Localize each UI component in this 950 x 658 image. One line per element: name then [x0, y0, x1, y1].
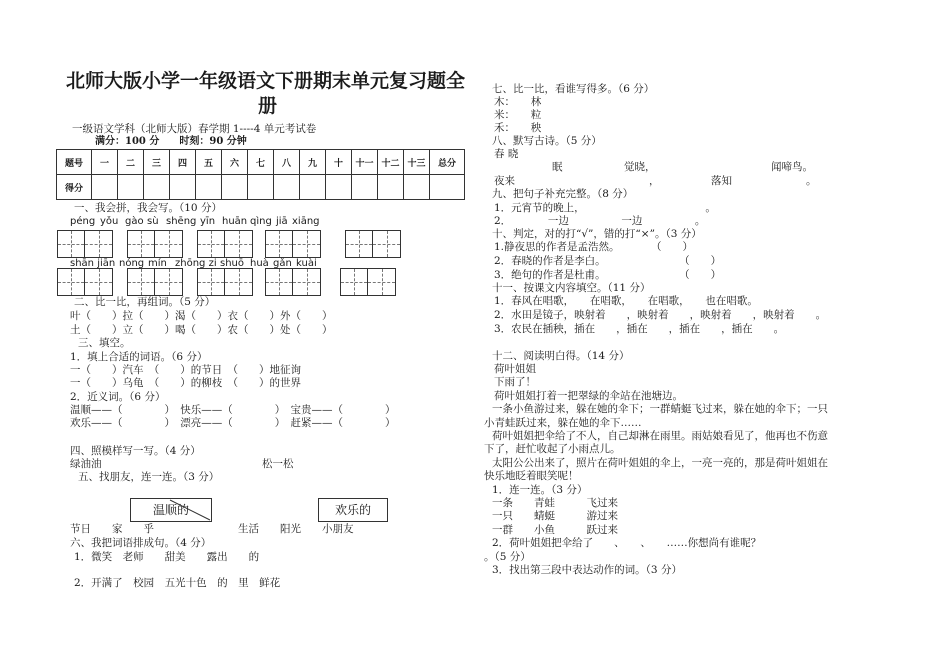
passage-line: 下了，赶忙收起了小雨点儿。: [484, 443, 621, 455]
score-table-score-row: [57, 175, 465, 200]
score-input-cell[interactable]: [92, 175, 118, 200]
tianzige-box[interactable]: [340, 268, 396, 296]
q10-heading: 十、判定，对的打“√”，错的打“×”。（3 分）: [492, 228, 702, 240]
match-box-label: 温顺的: [152, 503, 189, 517]
q3-part1-row-1: 一（ ）汽车 （ ）的节日 （ ）地征询: [70, 364, 301, 376]
q2-row-2: 土（ ）立（ ）喝（ ）农（ ）处（ ）: [70, 324, 333, 336]
q2-heading: 二、比一比，再组词。（5 分）: [74, 296, 216, 308]
score-header-cell: 十二: [378, 150, 404, 175]
pinyin-word: shān jiān: [70, 258, 116, 269]
poem-line1-c: 闻啼鸟。: [771, 161, 813, 173]
tianzige-box[interactable]: [265, 230, 321, 258]
score-row-label: 得分: [57, 175, 92, 200]
score-table: [56, 149, 465, 200]
match-line: [130, 498, 212, 522]
q10-item-3: 3．绝句的作者是杜甫。 （ ）: [494, 269, 722, 281]
passage-line: 下雨了！: [494, 376, 536, 388]
tianzige-box[interactable]: [57, 230, 113, 258]
pinyin-word: gào: [125, 216, 144, 227]
q7-line: 禾： 秧: [494, 122, 542, 134]
tianzige-box[interactable]: [127, 230, 183, 258]
pinyin-word: zhōng zi: [175, 258, 217, 269]
pinyin-word: sù: [147, 216, 159, 227]
passage-title: 荷叶姐姐: [494, 363, 536, 375]
pinyin-word: jiā: [276, 216, 288, 227]
q9-heading: 九、把句子补充完整。（8 分）: [492, 188, 634, 200]
passage-line: 小青蛙跃过来，躲在她的伞下……: [484, 417, 642, 429]
tianzige-box[interactable]: [265, 268, 321, 296]
score-input-cell[interactable]: [274, 175, 300, 200]
match-box-happy: [318, 498, 388, 522]
q4-example-b: 松一松: [262, 458, 294, 470]
q3-part2-heading: 2．近义词。（6 分）: [70, 391, 166, 403]
score-header-cell: 十: [326, 150, 352, 175]
r3-question: 3．找出第三段中表达动作的词。（3 分）: [492, 564, 682, 576]
q6-heading: 六、我把词语排成句。（4 分）: [70, 537, 212, 549]
pinyin-word: kuài: [296, 258, 317, 269]
q3-heading: 三、填空。: [78, 337, 131, 349]
pinyin-word: yīn: [200, 216, 216, 227]
q9-item-1: 1．元宵节的晚上， 。: [494, 202, 716, 214]
pinyin-word: xiāng: [292, 216, 320, 227]
r1-row: 一条 青蛙 飞过来: [492, 497, 618, 509]
passage-line: 快乐地眨着眼笑呢！: [484, 470, 579, 482]
q2-row-1: 叶（ ）拉（ ）渴（ ）衣（ ）外（ ）: [70, 310, 333, 322]
score-header-cell: 十一: [352, 150, 378, 175]
tianzige-box[interactable]: [57, 268, 113, 296]
passage-line: 太阳公公出来了，照片在荷叶姐姐的伞上，一亮一亮的，那是荷叶姐姐在: [492, 457, 828, 469]
q11-item-1: 1．春风在唱歌， 在唱歌， 在唱歌， 也在唱歌。: [494, 295, 758, 307]
pinyin-word: huān: [222, 216, 248, 227]
poem-line2-d: 。: [806, 175, 817, 187]
score-header-cell: 六: [222, 150, 248, 175]
pinyin-word: yǒu: [100, 216, 119, 227]
pinyin-word: péng: [70, 216, 96, 227]
q6-item-1: 1．微笑 老师 甜美 露出 的: [74, 551, 260, 563]
q7-heading: 七、比一比，看谁写得多。（6 分）: [492, 83, 655, 95]
pinyin-word: huà: [250, 258, 269, 269]
poem-line2-a: 夜来: [494, 175, 515, 187]
score-input-cell[interactable]: [352, 175, 378, 200]
score-header-cell: 七: [248, 150, 274, 175]
score-header-cell: 十三: [404, 150, 430, 175]
score-input-cell[interactable]: [300, 175, 326, 200]
score-header-cell: 五: [196, 150, 222, 175]
pinyin-word: gǎn: [273, 258, 292, 269]
score-table-header-row: [57, 150, 465, 175]
poem-line1-a: 眠: [552, 161, 563, 173]
passage-line: 荷叶姐姐打着一把翠绿的伞站在池塘边。: [494, 390, 683, 402]
score-header-cell: 八: [274, 150, 300, 175]
q4-heading: 四、照模样写一写。（4 分）: [70, 445, 201, 457]
q3-part2-row-2: 欢乐——（ ） 漂亮——（ ） 赶紧——（ ）: [70, 417, 396, 429]
passage-line: 荷叶姐姐把伞给了不人，自己却淋在雨里。雨姑娘看见了，他再也不伤意: [492, 430, 828, 442]
score-header-cell: 一: [92, 150, 118, 175]
tianzige-box[interactable]: [127, 268, 183, 296]
subtitle: 一级语文学科（北师大版）春学期 1----4 单元考试卷: [72, 123, 317, 135]
pinyin-word: nóng: [119, 258, 145, 269]
r2-points: 。（5 分）: [484, 551, 531, 563]
score-header-cell: 四: [170, 150, 196, 175]
r1-heading: 1．连一连。（3 分）: [492, 484, 588, 496]
q1-heading: 一、我会拼，我会写。（10 分）: [74, 202, 222, 214]
score-header-cell: 总分: [430, 150, 465, 175]
score-header-cell: 九: [300, 150, 326, 175]
pinyin-word: qìng: [250, 216, 272, 227]
r1-row: 一只 蜻蜓 游过来: [492, 510, 618, 522]
q11-heading: 十一、按课文内容填空。（11 分）: [492, 282, 651, 294]
score-input-cell[interactable]: [196, 175, 222, 200]
tianzige-box[interactable]: [345, 230, 401, 258]
poem-title: 春 晓: [494, 148, 519, 160]
q12-heading: 十二、阅读明白得。（14 分）: [492, 350, 630, 362]
score-header-cell: 题号: [57, 150, 92, 175]
score-input-cell[interactable]: [430, 175, 465, 200]
q9-item-2: 2． 一边 一边 。: [494, 215, 706, 227]
pinyin-word: shuō: [220, 258, 245, 269]
q10-item-2: 2．春晓的作者是李白。 （ ）: [494, 255, 722, 267]
q7-line: 木： 林: [494, 96, 542, 108]
page-title-cont: 册: [258, 95, 278, 117]
q4-example-a: 绿油油: [70, 458, 102, 470]
r1-row: 一群 小鱼 跃过来: [492, 524, 618, 536]
score-input-cell[interactable]: [378, 175, 404, 200]
score-input-cell[interactable]: [222, 175, 248, 200]
score-header-cell: 三: [144, 150, 170, 175]
poem-line1-b: 觉晓，: [624, 161, 656, 173]
q11-item-3: 3．农民在插秧，插在 ，插在 ，插在 ，插在 。: [494, 323, 785, 335]
score-input-cell[interactable]: [144, 175, 170, 200]
score-input-cell[interactable]: [118, 175, 144, 200]
q3-part1-heading: 1．填上合适的词语。（6 分）: [70, 351, 208, 363]
pinyin-word: shēng: [166, 216, 197, 227]
q6-item-2: 2．开满了 校园 五光十色 的 里 鲜花: [74, 577, 281, 589]
passage-line: 一条小鱼游过来，躲在她的伞下；一群蜻蜓飞过来，躲在她的伞下；一只: [492, 403, 828, 415]
score-input-cell[interactable]: [248, 175, 274, 200]
exam-meta: 满分：100 分 时刻：90 分钟: [95, 136, 247, 147]
score-input-cell[interactable]: [404, 175, 430, 200]
score-header-cell: 二: [118, 150, 144, 175]
score-input-cell[interactable]: [326, 175, 352, 200]
q8-heading: 八、默写古诗。（5 分）: [492, 135, 602, 147]
q3-part2-row-1: 温顺——（ ） 快乐——（ ） 宝贵——（ ）: [70, 404, 396, 416]
q10-item-1: 1.静夜思的作者是孟浩然。 （ ）: [494, 241, 694, 253]
poem-line2-c: 落知: [711, 175, 732, 187]
q5-word-list: 节日 家 乎 生活 阳光 小朋友: [70, 523, 354, 535]
poem-line2-b: ，: [649, 175, 660, 187]
tianzige-box[interactable]: [197, 268, 253, 296]
q3-part1-row-2: 一（ ）乌龟 （ ）的柳枝 （ ）的世界: [70, 377, 301, 389]
q11-item-2: 2．水田是镜子，映射着 ，映射着 ，映射着 ，映射着 。: [494, 309, 827, 321]
q7-line: 米： 粒: [494, 109, 542, 121]
q5-heading: 五、找朋友，连一连。（3 分）: [78, 471, 220, 483]
match-box-label: 欢乐的: [334, 503, 371, 517]
tianzige-box[interactable]: [197, 230, 253, 258]
score-input-cell[interactable]: [170, 175, 196, 200]
r2-question: 2．荷叶姐姐把伞给了 、 、 ……你想尚有谁呢？: [492, 537, 762, 549]
page-title: 北师大版小学一年级语文下册期末单元复习题全: [66, 70, 466, 92]
pinyin-word: mín: [148, 258, 167, 269]
